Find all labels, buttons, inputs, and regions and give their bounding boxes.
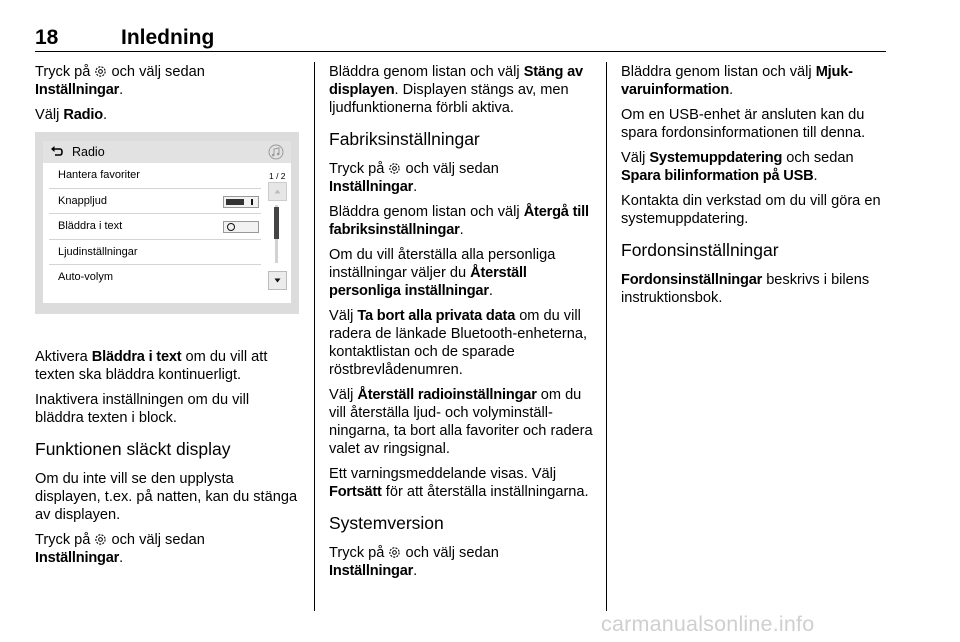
paragraph: Tryck på och välj sedan Inställningar. — [35, 64, 205, 98]
paragraph: Fordonsinställningar beskrivs i bilens instruktionsbok. — [621, 272, 870, 306]
gear-icon — [388, 162, 401, 175]
list-item[interactable]: Ljudinställningar — [49, 240, 261, 266]
column-1 — [35, 63, 301, 574]
paragraph: Bläddra genom listan och välj Mjukvaruinformation. — [621, 64, 854, 98]
scrollbar-thumb[interactable] — [274, 207, 279, 239]
section-heading: Fabriksinställningar — [329, 129, 480, 149]
section-heading: Fordonsinställningar — [621, 240, 779, 260]
paragraph: Tryck på och välj sedan Inställningar. — [329, 545, 499, 579]
paragraph: Om du inte vill se den upplysta displayen, t.ex. på natten, kan du stänga av displayen. — [35, 471, 298, 523]
paragraph: Inaktivera inställningen om du vill bläddra texten i block. — [35, 392, 250, 426]
paragraph: Aktivera Bläddra i text om du vill att texten ska bläddra kontinuerligt. — [35, 349, 268, 383]
column-3 — [621, 63, 887, 314]
section-heading: Funktionen släckt display — [35, 439, 231, 459]
paragraph: Välj Systemuppdatering och sedan Spara bilinformation på USB. — [621, 150, 854, 184]
music-note-icon[interactable] — [268, 144, 284, 160]
column-2 — [329, 63, 595, 587]
page-title: Inledning — [121, 26, 215, 49]
back-arrow-icon[interactable] — [50, 141, 64, 163]
paragraph: Tryck på och välj sedan Inställningar. — [329, 161, 499, 195]
chevron-down-icon — [269, 272, 286, 289]
page-number: 18 — [35, 26, 59, 49]
gear-icon — [94, 533, 107, 546]
paragraph: Bläddra genom listan och välj Återgå till fabriksinställningar. — [329, 204, 589, 238]
chevron-up-icon — [269, 183, 286, 200]
gear-icon — [388, 546, 401, 559]
screen-header — [43, 141, 291, 163]
section-heading: Systemversion — [329, 513, 444, 533]
screen-title: Radio — [72, 145, 105, 159]
paragraph: Bläddra genom listan och välj Stäng av displayen. Displayen stängs av, men ljudfunktionerna förbli aktiva. — [329, 64, 583, 116]
list-item[interactable]: Hantera favoriter — [49, 163, 261, 189]
paragraph: Välj Radio. — [35, 107, 107, 123]
settings-list — [49, 163, 261, 290]
gear-icon — [94, 65, 107, 78]
scroll-down-button[interactable] — [268, 271, 287, 290]
column-divider — [606, 62, 607, 611]
list-item[interactable]: Knappljud — [49, 189, 261, 215]
paragraph: Tryck på och välj sedan Inställningar. — [35, 532, 205, 566]
header-rule — [35, 51, 886, 52]
radio-settings-screenshot — [35, 132, 299, 314]
list-item[interactable]: Bläddra i text — [49, 214, 261, 240]
paragraph: Välj Återställ radioinställningar om du vill återställa ljud- och volyminställningarna, ta bort alla favoriter och radera valet av ringsignal. — [329, 387, 593, 457]
infotainment-screen — [43, 141, 291, 303]
paragraph: Välj Ta bort alla privata data om du vill radera de länkade Bluetooth-enheterna, kontaktlistan och de sparade röstbrevlådenumren. — [329, 308, 588, 378]
paragraph: Ett varningsmeddelande visas. Välj Fortsätt för att återställa inställningarna. — [329, 466, 589, 500]
paragraph: Kontakta din verkstad om du vill göra en systemuppdatering. — [621, 193, 881, 227]
paragraph: Om en USB-enhet är ansluten kan du spara fordonsinformationen till denna. — [621, 107, 866, 141]
list-item[interactable]: Auto-volym — [58, 271, 114, 283]
column-divider — [314, 62, 315, 611]
key-sound-toggle[interactable] — [223, 196, 259, 208]
scroll-text-toggle[interactable] — [223, 221, 259, 233]
page-indicator: 1 / 2 — [269, 171, 286, 181]
paragraph: Om du vill återställa alla personliga inställningar väljer du Återställ personliga inställningar. — [329, 247, 556, 299]
scroll-up-button[interactable] — [268, 182, 287, 201]
watermark: carmanualsonline.info — [601, 612, 815, 636]
